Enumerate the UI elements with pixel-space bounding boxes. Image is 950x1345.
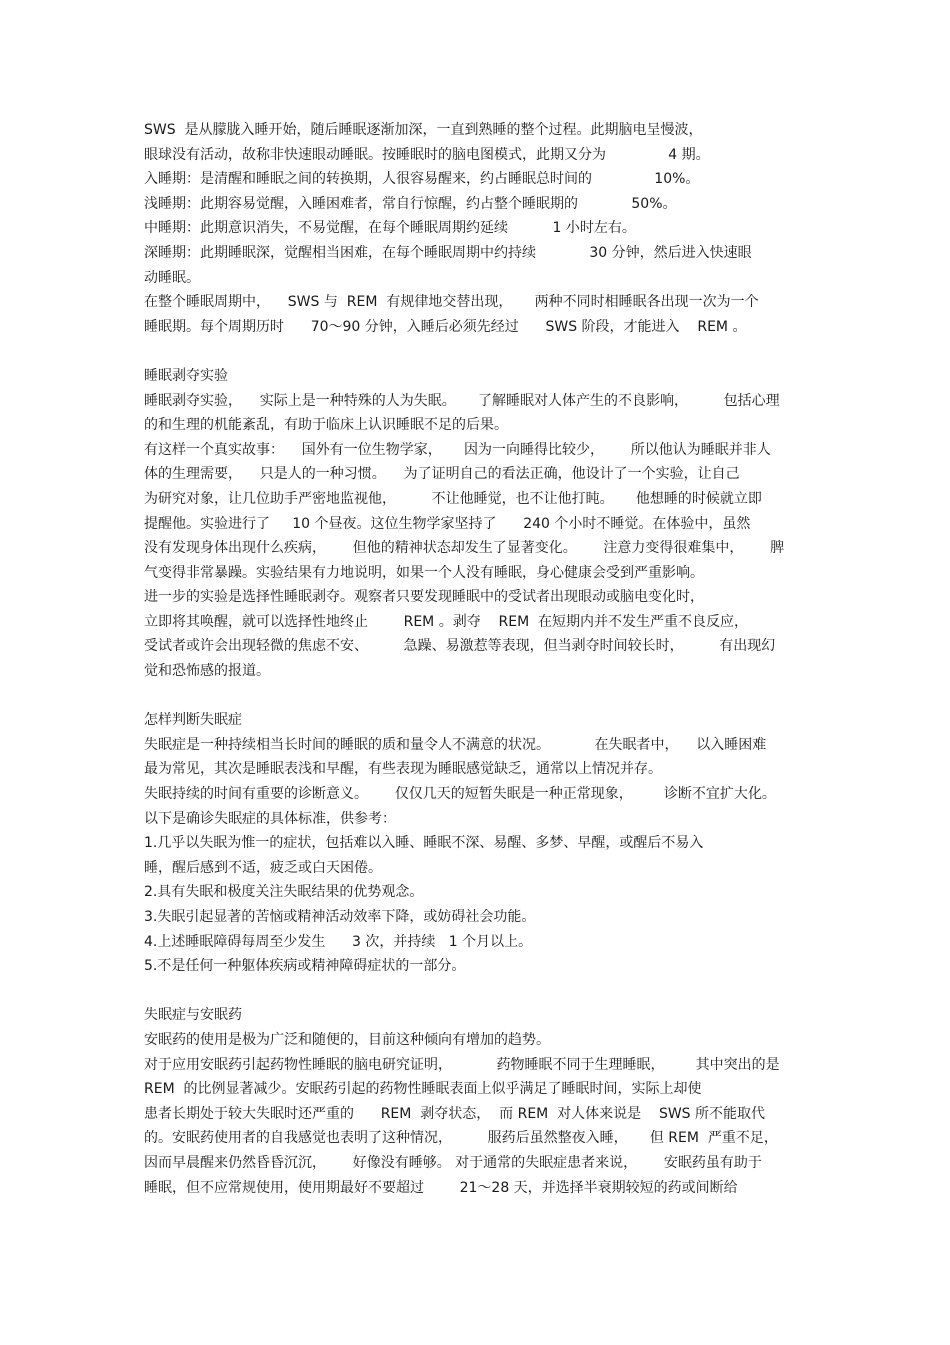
list-item: 3.失眠引起显著的苦恼或精神活动效率下降，或妨碍社会功能。	[144, 909, 536, 925]
list-item: 5.不是任何一种躯体疾病或精神障碍症状的一部分。	[144, 958, 466, 975]
paragraph-line: 立即将其唤醒，就可以选择性地终止 REM 。剥夺 REM 在短期内并不发生严重不良反应，	[144, 613, 749, 630]
paragraph-line: 失眠持续的时间有重要的诊断意义。 仅仅几天的短暂失眠是一种正常现象， 诊断不宜扩大化。	[144, 786, 776, 803]
list-item: 1.几乎以失眠为惟一的症状，包括难以入睡、睡眠不深、易醒、多梦、早醒，或醒后不易入	[144, 835, 704, 852]
paragraph-line: 睡眠剥夺实验， 实际上是一种特殊的人为失眠。 了解睡眠对人体产生的不良影响， 包括心理	[144, 392, 780, 409]
paragraph-line: 进一步的实验是选择性睡眠剥夺。观察者只要发现睡眠中的受试者出现眼动或脑电变化时，	[144, 589, 704, 606]
section-heading: 睡眠剥夺实验	[144, 367, 228, 384]
paragraph-line: 以下是确诊失眠症的具体标准，供参考：	[144, 810, 396, 827]
paragraph-line: 对于应用安眠药引起药物性睡眠的脑电研究证明， 药物睡眠不同于生理睡眠， 其中突出的是	[144, 1056, 780, 1073]
paragraph-line: 动睡眠。	[144, 269, 200, 286]
paragraph-line: 深睡期：此期睡眠深，觉醒相当困难，在每个睡眠周期中约持续 30 分钟，然后进入快速眼	[144, 244, 752, 261]
paragraph-line: 患者长期处于较大失眠时还严重的 REM 剥夺状态， 而 REM 对人体来说是 SWS 所不能取代	[144, 1105, 766, 1122]
paragraph-line: 因而早晨醒来仍然昏昏沉沉， 好像没有睡够。 对于通常的失眠症患者来说， 安眠药虽有助于	[144, 1154, 762, 1171]
paragraph-line: 体的生理需要， 只是人的一种习惯。 为了证明自己的看法正确，他设计了一个实验，让自己	[144, 466, 740, 483]
paragraph-line: 睡眠期。每个周期历时 70～90 分钟，入睡后必须先经过 SWS 阶段，才能进入 REM 。	[144, 318, 747, 335]
intro-section	[144, 118, 950, 339]
paragraph-line: 睡眠，但不应常规使用，使用期最好不要超过 21～28 天，并选择半衰期较短的药或间断给	[144, 1179, 738, 1196]
paragraph-line: 觉和恐怖感的报道。	[144, 663, 270, 680]
list-item: 睡，醒后感到不适，疲乏或白天困倦。	[144, 859, 382, 876]
paragraph-line: 有这样一个真实故事： 国外有一位生物学家， 因为一向睡得比较少， 所以他认为睡眠并非人	[144, 441, 771, 458]
list-item: 4.上述睡眠障碍每周至少发生 3 次，并持续 1 个月以上。	[144, 933, 533, 950]
paragraph-line: 的和生理的机能紊乱，有助于临床上认识睡眠不足的后果。	[144, 417, 508, 434]
paragraph-line: 气变得非常暴躁。实验结果有力地说明，如果一个人没有睡眠，身心健康会受到严重影响。	[144, 564, 704, 581]
paragraph-line: 失眠症是一种持续相当长时间的睡眠的质和量令人不满意的状况。 在失眠者中， 以入睡困难	[144, 736, 767, 753]
section-spacer	[144, 979, 950, 1004]
paragraph-line: SWS 是从朦胧入睡开始，随后睡眠逐渐加深，一直到熟睡的整个过程。此期脑电呈慢波，	[144, 122, 703, 138]
paragraph-line: 的。安眠药使用者的自我感觉也表明了这种情况， 服药后虽然整夜入睡， 但 REM 严重不足，	[144, 1130, 778, 1147]
paragraph-line: 入睡期：是清醒和睡眠之间的转换期，人很容易醒来，约占睡眠总时间的 10%。	[144, 171, 700, 188]
sleeping-pills-section	[144, 1003, 950, 1200]
paragraph-line: 中睡期：此期意识消失，不易觉醒，在每个睡眠周期约延续 1 小时左右。	[144, 220, 636, 237]
paragraph-line: 提醒他。实验进行了 10 个昼夜。这位生物学家坚持了 240 个小时不睡觉。在体验中，虽然	[144, 515, 751, 532]
paragraph-line: 安眠药的使用是极为广泛和随便的，目前这种倾向有增加的趋势。	[144, 1031, 550, 1048]
section-heading: 怎样判断失眠症	[144, 712, 242, 729]
section-heading: 失眠症与安眠药	[144, 1007, 242, 1024]
paragraph-line: 浅睡期：此期容易觉醒，入睡困难者，常自行惊醒，约占整个睡眠期的 50%。	[144, 195, 677, 212]
insomnia-diagnosis-section	[144, 708, 950, 979]
section-spacer	[144, 339, 950, 364]
paragraph-line: 最为常见，其次是睡眠表浅和早醒，有些表现为睡眠感觉缺乏，通常以上情况并存。	[144, 761, 662, 778]
paragraph-line: 为研究对象，让几位助手严密地监视他， 不让他睡觉，也不让他打盹。 他想睡的时候就立即	[144, 490, 762, 507]
paragraph-line: REM 的比例显著减少。安眠药引起的药物性睡眠表面上似乎满足了睡眠时间，实际上却使	[144, 1081, 702, 1098]
paragraph-line: 没有发现身体出现什么疾病， 但他的精神状态却发生了显著变化。 注意力变得很难集中， 脾	[144, 540, 785, 557]
paragraph-line: 眼球没有活动，故称非快速眼动睡眠。按睡眠时的脑电图模式，此期又分为 4 期。	[144, 146, 710, 163]
section-spacer	[144, 684, 950, 709]
paragraph-line: 受试者或许会出现轻微的焦虑不安、 急躁、易激惹等表现，但当剥夺时间较长时， 有出现幻	[144, 638, 776, 655]
paragraph-line: 在整个睡眠周期中， SWS 与 REM 有规律地交替出现， 两种不同时相睡眠各出现一次为一个	[144, 294, 759, 311]
sleep-deprivation-section	[144, 364, 950, 684]
list-item: 2.具有失眠和极度关注失眠结果的优势观念。	[144, 884, 424, 901]
